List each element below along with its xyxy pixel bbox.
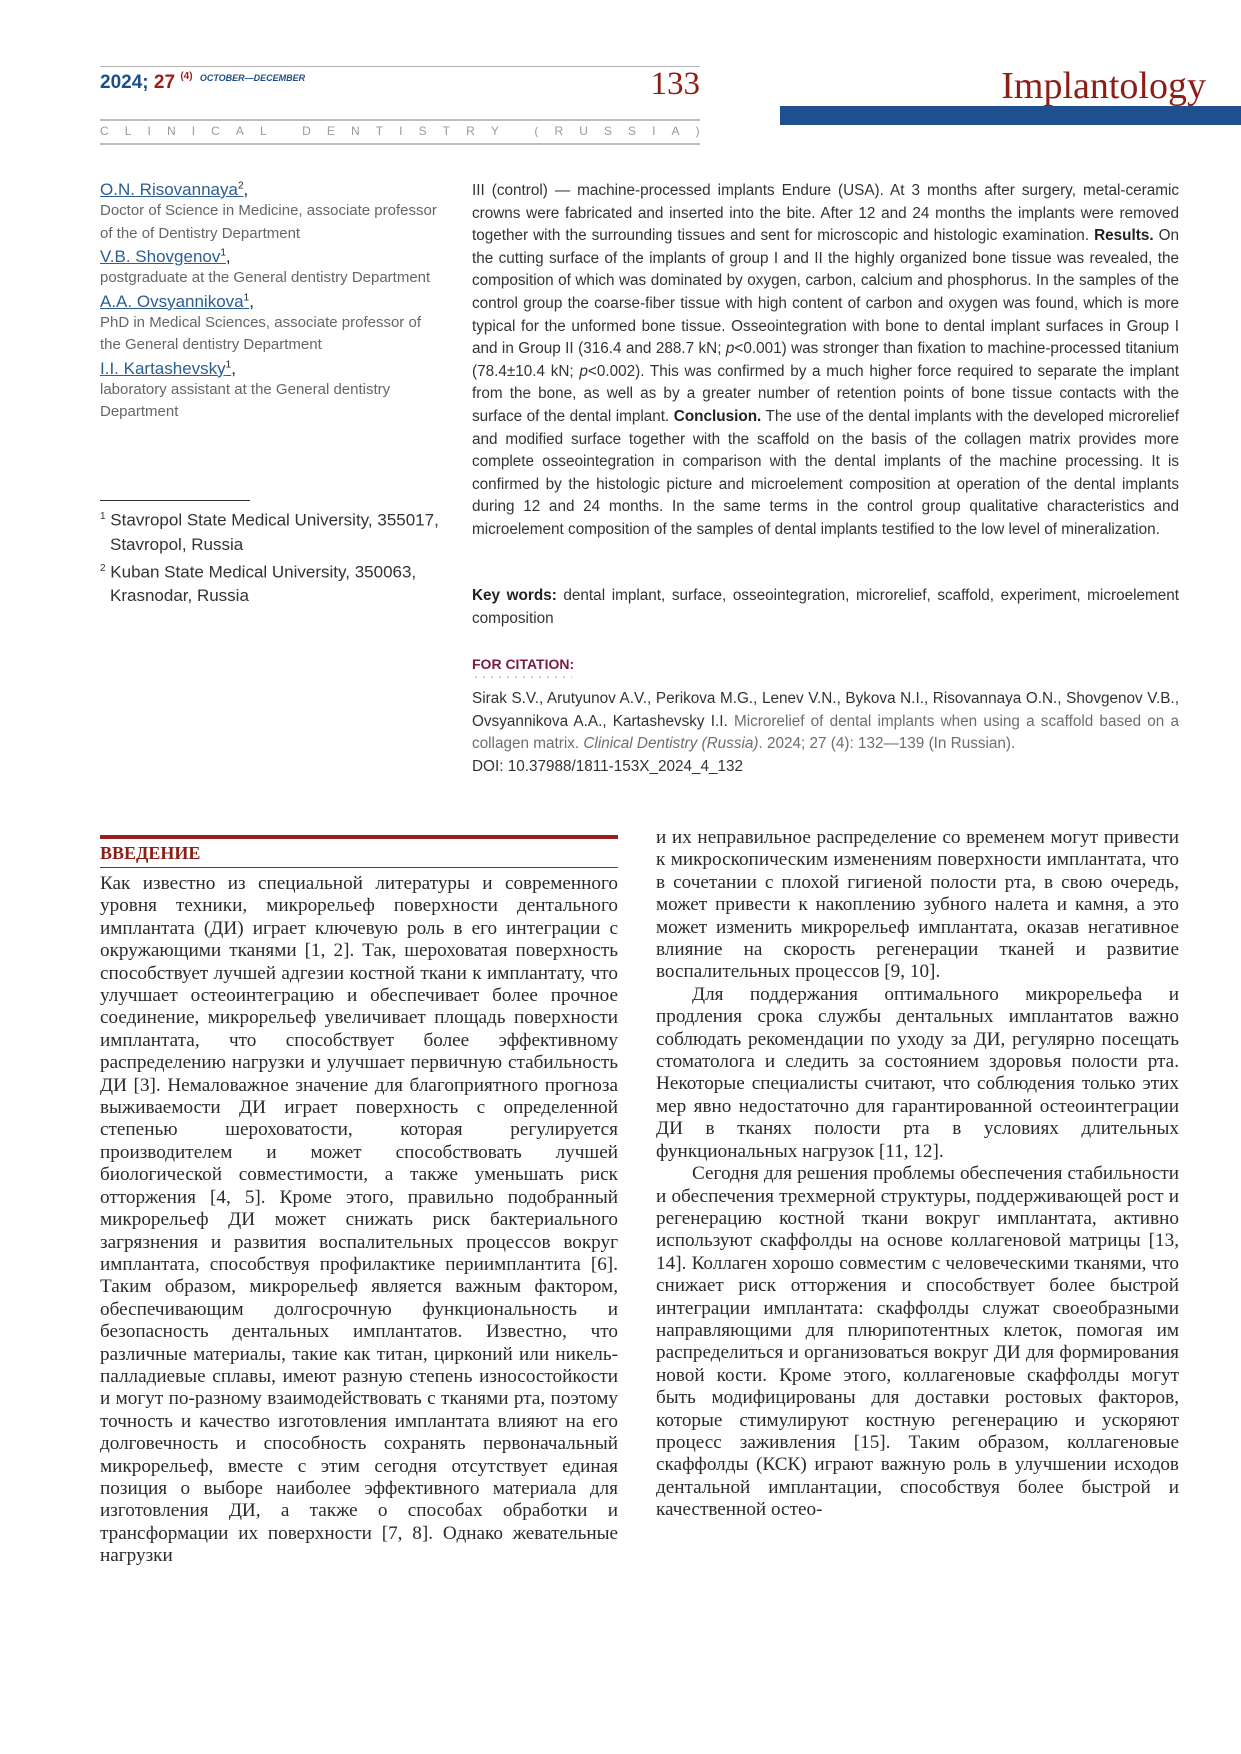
affiliation-rule xyxy=(100,500,250,501)
journal-letter: I xyxy=(147,124,151,138)
citation-label: FOR CITATION: xyxy=(472,656,575,672)
journal-letter: Y xyxy=(490,124,499,138)
issue-number: (4) xyxy=(180,71,193,82)
author-role: postgraduate at the General dentistry Department xyxy=(100,269,431,286)
issue-period: OCTOBER—DECEMBER xyxy=(199,73,306,83)
journal-letter: C xyxy=(211,124,220,138)
author-role: PhD in Medical Sciences, associate professor of the General dentistry Department xyxy=(100,313,421,353)
journal-letter: L xyxy=(259,124,267,138)
author-name-link[interactable]: O.N. Risovannaya$^2$ xyxy=(100,180,244,199)
author-entry: O.N. Risovannaya$^2$, Doctor of Science in Medicine, associate professor of the of Dentistry Department xyxy=(100,180,440,245)
issue-volume: 27 xyxy=(153,72,176,93)
journal-letter: N xyxy=(350,124,360,138)
journal-letter: D xyxy=(302,124,311,138)
journal-letter: S xyxy=(603,124,612,138)
journal-letter: R xyxy=(554,124,564,138)
journal-letter: R xyxy=(466,124,475,138)
journal-letter: N xyxy=(166,124,176,138)
author-name-link[interactable]: V.B. Shovgenov$^1$ xyxy=(100,247,226,266)
section-banner-bar xyxy=(780,106,1241,125)
journal-letter: A xyxy=(671,124,680,138)
affiliation: $^1$ Stavropol State Medical University, 355017, Stavropol, Russia xyxy=(100,510,439,554)
journal-letter: S xyxy=(418,124,427,138)
body-paragraph: и их неправильное распределение со временем могут привести к микроскопическим изменениям поверхности имплантата, что в сочетании с плохой гигиеной полости рта, в свою очередь, может привести к накоплению зубного налета и камня, а это может изменить микрорельеф имплантата, оказав негативное влияние на скорость регенерации тканей и развитие воспалительных процессов [9, 10]. xyxy=(656,827,1179,983)
body-column-left xyxy=(100,873,618,1568)
journal-letter: ) xyxy=(695,124,700,138)
page-number: 133 xyxy=(650,66,700,102)
journal-name xyxy=(100,124,700,138)
citation-dotted-rule xyxy=(472,676,572,678)
citation-text: Sirak S.V., Arutyunov A.V., Perikova M.G., Lenev V.N., Bykova N.I., Risovannaya O.N., Shovgenov V.B., Ovsyannikova A.A., Kartashevsky I.I. Microrelief of dental implants when using a scaffold based on a collagen matrix. Clinical Dentistry (Russia). 2024; 27 (4): 132—139 (In Russian). DOI: 10.37988/1811-153X_2024_4_132 xyxy=(472,690,1179,775)
journal-letter: I xyxy=(652,124,656,138)
journal-letter: E xyxy=(326,124,335,138)
section-heading: ВВЕДЕНИЕ xyxy=(100,843,201,863)
header-mid-rule xyxy=(100,119,700,121)
conclusion-label: Conclusion. xyxy=(673,407,762,425)
journal-letter: T xyxy=(375,124,384,138)
journal-letter: I xyxy=(399,124,403,138)
affiliation-list xyxy=(100,505,460,608)
author-entry: I.I. Kartashevsky$^1$, laboratory assistant at the General dentistry Department xyxy=(100,359,440,424)
abstract-text: III (control) — machine-processed implants Endure (USA). At 3 months after surgery, metal-ceramic crowns were fabricated and inserted into the bite. After 12 and 24 months the implants were removed together with the surrounding tissues and sent for microscopic and histologic examination. Results. On the cutting surface of the implants of group I and II the highly organized bone tissue was revealed, the composition of which was dominated by oxygen, carbon, calcium and phosphorus. In the samples of the control group the coarse-fiber tissue with high content of carbon and oxygen was found, which is more typical for the unformed bone tissue. Osseointegration with bone to dental implant surfaces in Group I and in Group II (316.4 and 288.7 kN; p<0.001) was stronger than fixation to machine-processed titanium (78.4±10.4 kN; p<0.002). This was confirmed by a much higher force required to separate the implant from the bone, as well as by a greater number of retention points of bone tissue contacts with the surface of the dental implant. Conclusion. The use of the dental implants with the developed microrelief and modified surface together with the scaffold on the basis of the collagen matrix provides more complete osseointegration in comparison with the dental implants of the machine processing. It is confirmed by the histologic picture and microelement composition at operation of the dental implants during 12 and 24 months. In the same terms in the control group qualitative characteristics and microelement composition of the samples of dental implants testified to the low level of mineralization. xyxy=(472,182,1180,538)
results-label: Results. xyxy=(1094,227,1154,245)
author-name-link[interactable]: A.A. Ovsyannikova$^1$ xyxy=(100,291,250,311)
journal-letter: I xyxy=(191,124,196,138)
body-paragraph: Для поддержания оптимального микрорельефа и продления срока службы дентальных имплантатов важно соблюдать рекомендации по уходу за ДИ, регулярно посещать стоматолога и следить за состоянием здоровья полости рта. Некоторые специалисты считают, что соблюдения только этих мер явно недостаточно для гарантированной остеоинтеграции ДИ в тканях полости рта в условиях длительных функциональных нагрузок [11, 12]. xyxy=(656,983,1179,1162)
author-entry: V.B. Shovgenov$^1$, postgraduate at the General dentistry Department xyxy=(100,247,440,290)
section-title: Implantology xyxy=(1001,65,1206,107)
journal-letter: C xyxy=(100,124,109,138)
journal-letter: U xyxy=(579,124,588,138)
journal-letter: L xyxy=(124,124,132,138)
author-list xyxy=(100,180,440,426)
section-bottom-rule xyxy=(100,867,618,868)
journal-letter xyxy=(515,124,518,138)
section-top-rule xyxy=(100,835,618,839)
body-column-right xyxy=(656,827,1179,1522)
body-paragraph: Сегодня для решения проблемы обеспечения стабильности и обеспечения трехмерной структуры, поддерживающей рост и регенерацию костной ткани вокруг имплантата, активно используют скаффолды на основе коллагеновой матрицы [13, 14]. Коллаген хорошо совместим с человеческими тканями, что снижает риск отторжения и способствует более быстрой интеграции имплантата: скаффолды служат своеобразными направляющими для плюрипотентных клеток, помогая им распределиться и организоваться вокруг ДИ для формирования новой кости. Кроме этого, коллагеновые скаффолды могут быть модифицированы для доставки ростовых факторов, которые стимулируют костную регенерацию и ускоряют процесс заживления [15]. Таким образом, коллагеновые скаффолды (КСК) играют важную роль в улучшении исходов дентальной имплантации, способствуя более быстрой и качественной остео- xyxy=(656,1163,1179,1521)
body-paragraph: Как известно из специальной литературы и современного уровня техники, микрорельеф поверхности дентального имплантата (ДИ) играет ключевую роль в его интеграции с окружающими тканями [1, 2]. Так, шероховатая поверхность способствует лучшей адгезии костной ткани к имплантату, что улучшает остеоинтеграцию и обеспечивает более прочное соединение, микрорельеф увеличивает площадь поверхности имплантата, что способствует более эффективному распределению нагрузки и улучшает первичную стабильность ДИ [3]. Немаловажное значение для благоприятного прогноза выживаемости ДИ играет поверхность с определенной степенью шероховатости, которая регулируется производителем и может способствовать лучшей биологической совместимости, а также уменьшать риск отторжения [4, 5]. Кроме этого, правильно подобранный микрорельеф ДИ может снижать риск бактериального загрязнения и развития воспалительных процессов вокруг имплантата, способствуя профилактике периимплантита [6]. Таким образом, микрорельеф является важным фактором, обеспечивающим долгосрочную функциональность и безопасность дентальных имплантатов. Известно, что различные материалы, такие как титан, цирконий или никель-палладиевые сплавы, имеют разную степень износостойкости и могут по-разному взаимодействовать с тканями рта, поэтому точность и качество изготовления имплантата влияют на его долговечность и способность сохранять первоначальный микрорельеф, вместе с этим сегодня отсутствует единая позиция о выборе наиболее эффективного материала для изготовления ДИ, а также о способах обработки и трансформации их поверхности [7, 8]. Однако жевательные нагрузки xyxy=(100,873,618,1567)
header-bottom-rule xyxy=(100,143,700,145)
issue-info xyxy=(100,72,305,94)
journal-letter: ( xyxy=(534,124,539,138)
journal-letter: T xyxy=(442,124,451,138)
author-role: laboratory assistant at the General dentistry Department xyxy=(100,380,391,420)
author-entry: A.A. Ovsyannikova$^1$, PhD in Medical Sciences, associate professor of the General dentistry Department xyxy=(100,292,440,357)
keywords-label: Key words: xyxy=(472,587,557,604)
affiliation: $^2$ Kuban State Medical University, 350063, Krasnodar, Russia xyxy=(100,562,417,606)
doi-link[interactable]: DOI: 10.37988/1811-153X_2024_4_132 xyxy=(472,757,744,775)
author-name-link[interactable]: I.I. Kartashevsky$^1$ xyxy=(100,358,232,378)
journal-letter: A xyxy=(235,124,244,138)
author-role: Doctor of Science in Medicine, associate professor of the of Dentistry Department xyxy=(100,202,437,242)
issue-year: 2024; xyxy=(100,72,149,93)
keywords: Key words: dental implant, surface, osseointegration, microrelief, scaffold, experiment, microelement composition xyxy=(472,587,1179,627)
journal-letter xyxy=(283,124,286,138)
journal-letter: S xyxy=(628,124,637,138)
